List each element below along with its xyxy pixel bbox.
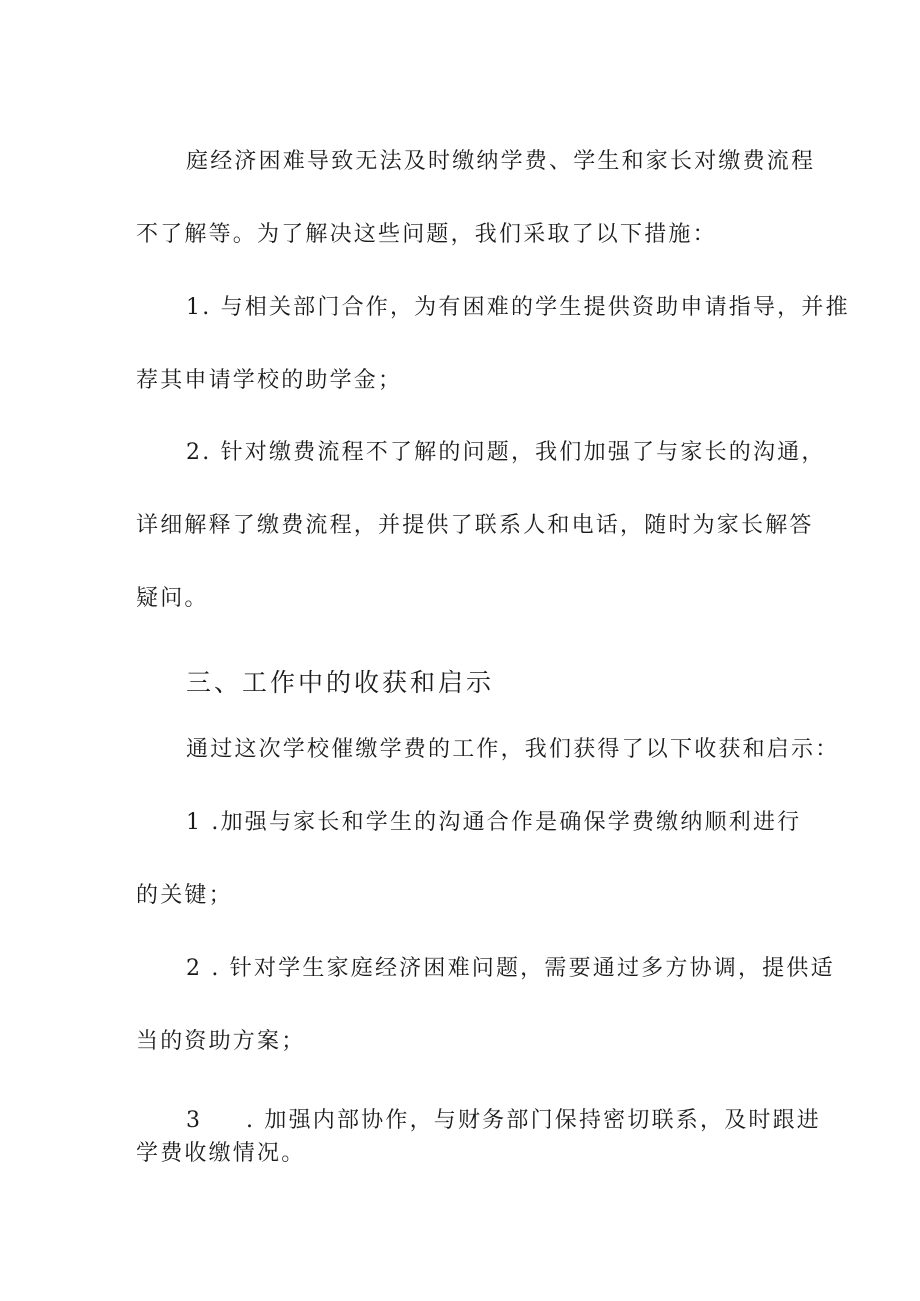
paragraph-line: 通过这次学校催缴学费的工作，我们获得了以下收获和启示：: [186, 737, 840, 762]
list-item-line: 荐其申请学校的助学金；: [136, 368, 403, 393]
list-item-line: 1 .加强与家长和学生的沟通合作是确保学费缴纳顺利进行: [186, 810, 802, 835]
list-item-line: 学费收缴情况。: [136, 1141, 306, 1166]
list-item-line: 详细解释了缴费流程，并提供了联系人和电话，随时为家长解答: [136, 513, 814, 538]
list-item-line: 当的资助方案；: [136, 1029, 306, 1054]
list-item-line: 2. 针对缴费流程不了解的问题，我们加强了与家长的沟通，: [186, 440, 826, 465]
list-item-line: 1. 与相关部门合作，为有困难的学生提供资助申请指导，并推: [186, 295, 850, 320]
section-heading: 三、工作中的收获和启示: [186, 668, 495, 697]
paragraph-line: 不了解等。为了解决这些问题，我们采取了以下措施：: [136, 222, 717, 247]
list-number: 3: [186, 1108, 203, 1133]
paragraph-line: 庭经济困难导致无法及时缴纳学费、学生和家长对缴费流程: [186, 149, 816, 174]
list-item-text: . 加强内部协作，与财务部门保持密切联系，及时跟进: [246, 1108, 821, 1133]
list-item-line: 疑问。: [136, 586, 209, 611]
list-item-line: [186, 1106, 821, 1136]
list-item-line: 的关键；: [136, 883, 233, 908]
list-item-line: 2 . 针对学生家庭经济困难问题，需要通过多方协调，提供适: [186, 956, 835, 981]
